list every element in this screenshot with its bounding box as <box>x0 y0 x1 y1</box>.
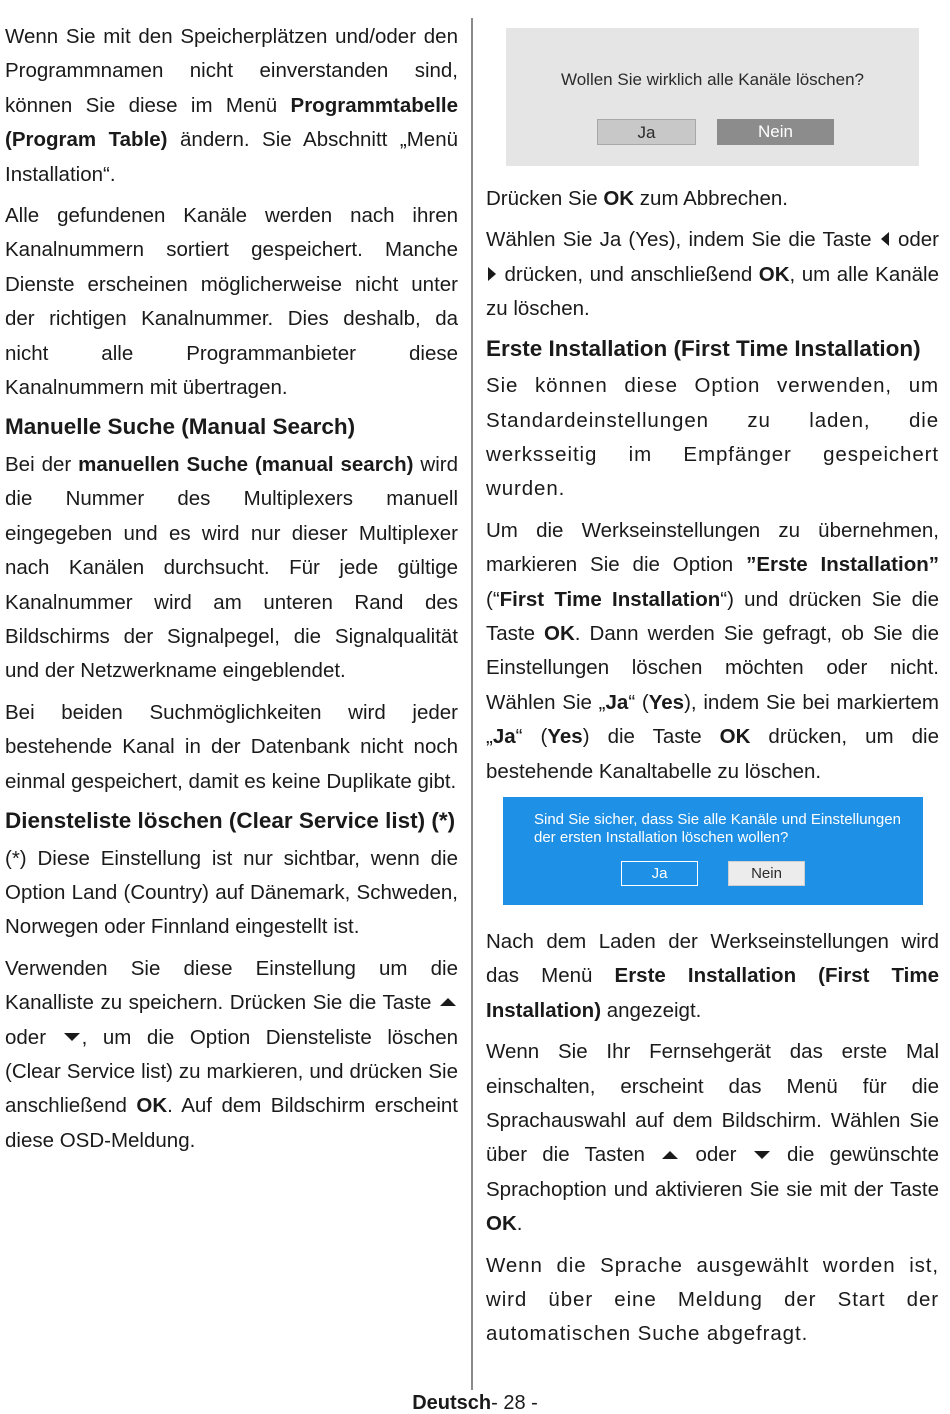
delete-channels-dialog <box>506 28 919 166</box>
down-arrow-icon <box>64 1033 80 1041</box>
column-divider <box>471 18 473 1390</box>
paragraph-country-note: (*) Diese Einstellung ist nur sichtbar, wenn die Option Land (Country) auf Dänemark, Schweden, Norwegen oder Finnland eingestellt ist. <box>5 846 458 939</box>
paragraph-after-reset: Nach dem Laden der Werkseinstellungen wird das Menü Erste Installation (First Time Installation) angezeigt. <box>486 930 939 1022</box>
down-arrow-icon <box>754 1151 770 1159</box>
paragraph-language-selection: Wenn Sie Ihr Fernsehgerät das erste Mal einschalten, erscheint das Menü für die Sprachauswahl auf dem Bildschirm. Wählen Sie über die Tasten oder die gewünschte Sprachoption und aktivieren Sie sie mit der Taste OK. <box>486 1040 940 1236</box>
dialog-question: Wollen Sie wirklich alle Kanäle löschen? <box>560 70 864 89</box>
footer-language: Deutsch <box>412 1392 492 1414</box>
heading-first-time-installation: Erste Installation (First Time Installation) <box>486 335 921 361</box>
up-arrow-icon <box>440 998 456 1006</box>
page-number: - 28 - <box>491 1392 538 1414</box>
paragraph-confirm-delete: Wählen Sie Ja (Yes), indem Sie die Taste oder drücken, und anschließend OK, um alle Kanäle zu löschen. <box>486 228 939 321</box>
yes-button[interactable]: Ja <box>621 861 698 886</box>
dialog-question: Sind Sie sicher, dass Sie alle Kanäle und Einstellungen der ersten Installation löschen wollen? <box>534 811 901 846</box>
paragraph-clear-instructions: Verwenden Sie diese Einstellung um die Kanalliste zu speichern. Drücken Sie die Taste oder , um die Option Diensteliste löschen (Clear Service list) zu markieren, und drücken Sie anschließend OK. Auf dem Bildschirm erscheint diese OSD-Meldung. <box>5 956 459 1152</box>
left-arrow-icon <box>881 232 889 246</box>
right-column <box>486 20 939 1359</box>
paragraph-duplicates: Bei beiden Suchmöglichkeiten wird jeder bestehende Kanal in der Datenbank nicht noch einmal gespeichert, damit es keine Duplikate gibt. <box>5 700 458 793</box>
paragraph-manual-search: Bei der manuellen Suche (manual search) wird die Nummer des Multiplexers manuell eingegeben und es wird nur dieser Multiplexer nach Kanälen durchsucht. Für jede gültige Kanalnummer wird am unteren Rand des Bildschirms der Signalpegel, die Signalqualität und der Netzwerkname eingeblendet. <box>5 452 458 683</box>
page-footer <box>0 1392 950 1414</box>
paragraph-load-defaults: Sie können diese Option verwenden, um Standardeinstellungen zu laden, die werksseitig im Empfänger gespeichert wurden. <box>486 374 939 501</box>
yes-button[interactable]: Ja <box>597 119 696 145</box>
paragraph-auto-search: Wenn die Sprache ausgewählt worden ist, wird über eine Meldung der Start der automatischen Suche abgefragt. <box>486 1253 939 1346</box>
left-column <box>5 20 458 1165</box>
no-button[interactable]: Nein <box>728 861 805 886</box>
paragraph-sorted-channels: Alle gefundenen Kanäle werden nach ihren Kanalnummern sortiert gespeichert. Manche Dienste erscheinen möglicherweise nicht unter der richtigen Kanalnummer. Dies deshalb, da nicht alle Programmanbieter diese Kanalnummern mit übertragen. <box>5 204 458 400</box>
heading-clear-service-list: Diensteliste löschen (Clear Service list) (*) <box>5 808 456 834</box>
right-arrow-icon <box>488 267 496 281</box>
factory-reset-dialog <box>503 797 923 905</box>
heading-manual-search: Manuelle Suche (Manual Search) <box>5 414 356 440</box>
paragraph-factory-settings: Um die Werkseinstellungen zu übernehmen, markieren Sie die Option ”Erste Installation” (“First Time Installation“) und drücken Sie die Taste OK. Dann werden Sie gefragt, ob Sie die Einstellungen löschen möchten oder nicht. Wählen Sie „Ja“ (Yes), indem Sie bei markiertem „Ja“ (Yes) die Taste OK drücken, um die bestehende Kanaltabelle zu löschen. <box>486 518 939 783</box>
paragraph-program-table: Wenn Sie mit den Speicherplätzen und/oder den Programmnamen nicht einverstanden sind, können Sie diese im Menü Programmtabelle (Program Table) ändern. Sie Abschnitt „Menü Installation“. <box>5 25 458 186</box>
paragraph-cancel: Drücken Sie OK zum Abbrechen. <box>486 187 788 210</box>
no-button[interactable]: Nein <box>717 119 834 145</box>
up-arrow-icon <box>662 1151 678 1159</box>
